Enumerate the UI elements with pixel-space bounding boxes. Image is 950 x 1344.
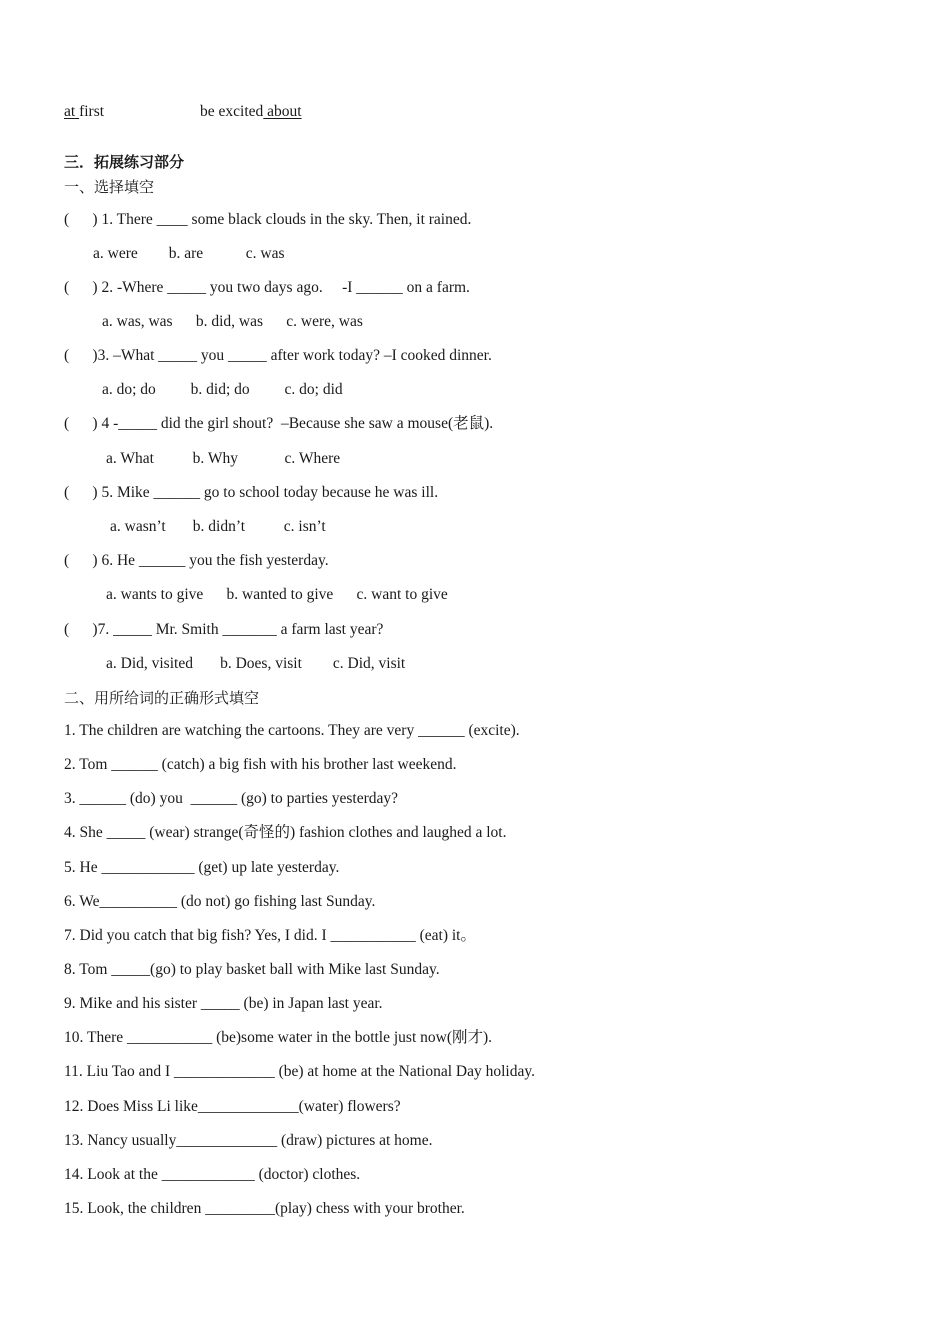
- fill-item-8: 8. Tom _____(go) to play basket ball with Mike last Sunday.: [64, 961, 440, 978]
- fill-item-4: 4. She _____ (wear) strange(奇怪的) fashion clothes and laughed a lot.: [64, 824, 507, 841]
- question-5-options: a. wasn’t b. didn’t c. isn’t: [110, 518, 326, 535]
- question-4: ( ) 4 -_____ did the girl shout? –Because she saw a mouse(老鼠).: [64, 415, 494, 432]
- fill-item-12: 12. Does Miss Li like_____________(water) flowers?: [64, 1098, 401, 1115]
- phrase-at-first: [64, 102, 104, 122]
- question-3: ( )3. –What _____ you _____ after work today? –I cooked dinner.: [64, 347, 492, 364]
- question-2: ( ) 2. -Where _____ you two days ago. -I ______ on a farm.: [64, 279, 470, 296]
- section-heading: 三．拓展练习部分: [64, 153, 185, 171]
- part-one-title: 一、选择填空: [64, 178, 155, 196]
- fill-item-7: 7. Did you catch that big fish? Yes, I did. I ___________ (eat) it。: [64, 927, 476, 944]
- fill-item-2: 2. Tom ______ (catch) a big fish with his brother last weekend.: [64, 756, 457, 773]
- fill-item-1: 1. The children are watching the cartoons. They are very ______ (excite).: [64, 722, 520, 739]
- question-6-options: a. wants to give b. wanted to give c. want to give: [106, 586, 448, 603]
- question-1-options: a. were b. are c. was: [93, 245, 285, 262]
- fill-item-10: 10. There ___________ (be)some water in the bottle just now(刚才).: [64, 1029, 493, 1046]
- question-7: ( )7. _____ Mr. Smith _______ a farm last year?: [64, 621, 384, 638]
- question-7-options: a. Did, visited b. Does, visit c. Did, visit: [106, 655, 406, 672]
- fill-item-3: 3. ______ (do) you ______ (go) to parties yesterday?: [64, 790, 399, 807]
- fill-item-11: 11. Liu Tao and I _____________ (be) at home at the National Day holiday.: [64, 1063, 535, 1080]
- question-6: ( ) 6. He ______ you the fish yesterday.: [64, 552, 329, 569]
- phrase-underlined: at: [64, 103, 80, 120]
- phrase-be-excited-about: [200, 102, 302, 122]
- question-2-options: a. was, was b. did, was c. were, was: [102, 313, 363, 330]
- fill-item-6: 6. We__________ (do not) go fishing last Sunday.: [64, 893, 376, 910]
- fill-item-5: 5. He ____________ (get) up late yesterday.: [64, 859, 340, 876]
- phrase-underlined: about: [263, 103, 302, 120]
- fill-item-14: 14. Look at the ____________ (doctor) clothes.: [64, 1166, 361, 1183]
- fill-item-9: 9. Mike and his sister _____ (be) in Japan last year.: [64, 995, 383, 1012]
- question-5: ( ) 5. Mike ______ go to school today because he was ill.: [64, 484, 439, 501]
- question-3-options: a. do; do b. did; do c. do; did: [102, 381, 343, 398]
- phrase-text: first: [79, 103, 105, 120]
- part-two-title: 二、用所给词的正确形式填空: [64, 689, 260, 707]
- fill-item-15: 15. Look, the children _________(play) chess with your brother.: [64, 1200, 465, 1217]
- fill-item-13: 13. Nancy usually_____________ (draw) pictures at home.: [64, 1132, 433, 1149]
- question-4-options: a. What b. Why c. Where: [106, 450, 341, 467]
- phrase-text: be excited: [200, 103, 264, 120]
- question-1: ( ) 1. There ____ some black clouds in the sky. Then, it rained.: [64, 211, 472, 228]
